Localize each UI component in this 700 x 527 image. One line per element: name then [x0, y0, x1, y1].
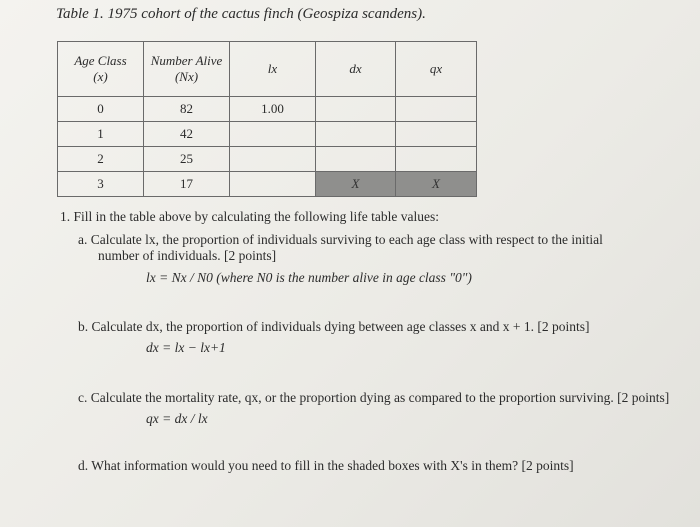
cell-qx-shaded: X: [396, 172, 477, 197]
header-dx: dx: [316, 42, 396, 97]
table-row: [58, 97, 477, 122]
cell-lx[interactable]: [230, 172, 316, 197]
cell-number-alive: 17: [144, 172, 230, 197]
cell-lx[interactable]: 1.00: [230, 97, 316, 122]
cell-lx[interactable]: [230, 147, 316, 172]
header-age-sub: (x): [93, 69, 108, 84]
question-a: a. Calculate lx, the proportion of individuals surviving to each age class with respect to the initial: [78, 232, 603, 247]
cell-qx[interactable]: [396, 97, 477, 122]
cell-age: 0: [58, 97, 144, 122]
header-qx: qx: [396, 42, 477, 97]
cell-age: 3: [58, 172, 144, 197]
header-lx: lx: [230, 42, 316, 97]
cell-dx[interactable]: [316, 122, 396, 147]
cell-number-alive: 25: [144, 147, 230, 172]
cell-lx[interactable]: [230, 122, 316, 147]
header-age-class: [58, 42, 144, 97]
question-c: c. Calculate the mortality rate, qx, or the proportion dying as compared to the proportion surviving. [2 points]: [78, 390, 670, 405]
header-number-alive: [144, 42, 230, 97]
cell-number-alive: 82: [144, 97, 230, 122]
table-row: [58, 172, 477, 197]
cell-age: 2: [58, 147, 144, 172]
life-table: [57, 41, 477, 197]
formula-qx: qx = dx / lx: [146, 411, 208, 426]
header-number-label: Number Alive: [150, 52, 223, 68]
cell-number-alive: 42: [144, 122, 230, 147]
cell-dx[interactable]: [316, 147, 396, 172]
table-row: [58, 147, 477, 172]
question-a-cont: number of individuals. [2 points]: [98, 248, 277, 263]
question-1: 1. Fill in the table above by calculating the following life table values:: [60, 209, 440, 224]
cell-dx[interactable]: [316, 97, 396, 122]
header-number-sub: (Nx): [174, 69, 199, 84]
table-header-row: [58, 42, 477, 97]
formula-dx: dx = lx − lx+1: [146, 340, 226, 355]
table-title: Table 1. 1975 cohort of the cactus finch (Geospiza scandens).: [56, 6, 426, 22]
table-row: [58, 122, 477, 147]
cell-qx[interactable]: [396, 147, 477, 172]
question-d: d. What information would you need to fill in the shaded boxes with X's in them? [2 points]: [78, 458, 574, 473]
cell-qx[interactable]: [396, 122, 477, 147]
cell-dx-shaded: X: [316, 172, 396, 197]
cell-age: 1: [58, 122, 144, 147]
formula-lx: lx = Nx / N0 (where N0 is the number alive in age class "0"): [146, 270, 472, 285]
question-b: b. Calculate dx, the proportion of individuals dying between age classes x and x + 1. [2 points]: [78, 319, 590, 334]
header-age-label: Age Class: [74, 52, 127, 68]
